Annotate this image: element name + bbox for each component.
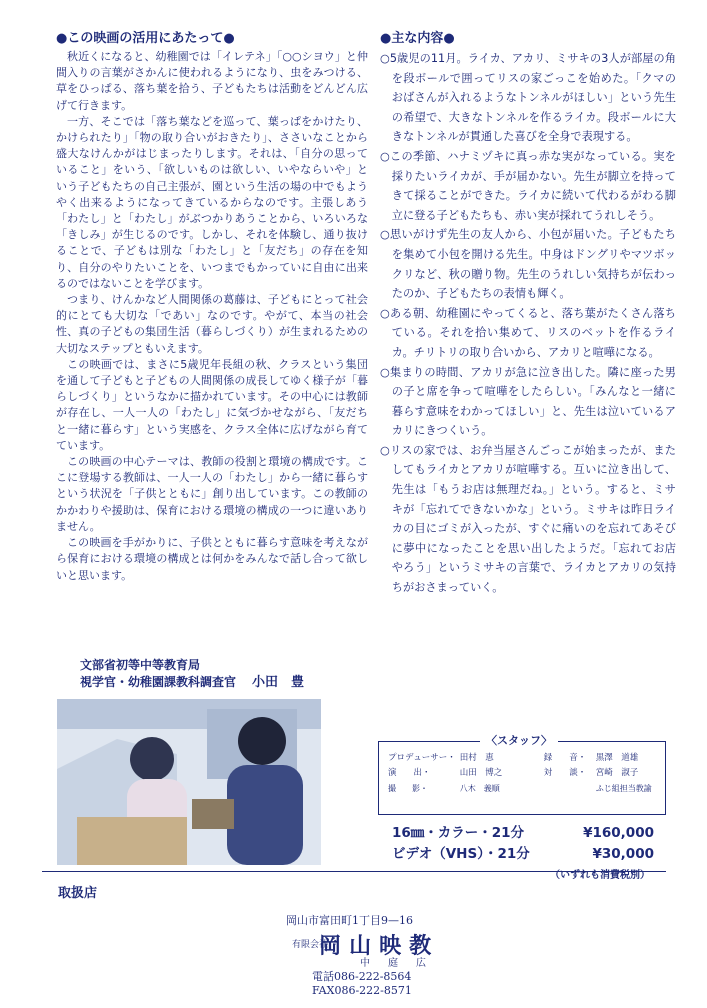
staff-role: 録 音・ [543, 753, 587, 763]
author-dept: 文部省初等中等教育局 [80, 658, 201, 672]
staff-person: 山田 博之 [459, 768, 503, 778]
dealer-label: 取扱店 [58, 886, 98, 901]
staff-person: 八木 義順 [459, 784, 500, 793]
staff-row [388, 751, 656, 766]
dealer-phone: 電話086-222-8564 [312, 970, 412, 983]
tax-note: （いずれも消費税別） [550, 870, 650, 881]
staff-role: プロデューサー・ [388, 753, 456, 763]
staff-role: 撮 影・ [388, 784, 428, 793]
contents-section [380, 30, 676, 598]
staff-role [544, 781, 596, 796]
staff-person: 田村 恵 [459, 753, 494, 763]
usage-paragraph: この映画では、まさに5歳児年長組の秋、クラスという集団を通して子どもと子どもの人間関係の成長してゆく様子が「暮らしづくり」というなかに描かれています。その中心には教師が存在し、一人一人の「わたし」に気づかせながら、「友だちと一緒に暮らす」という実感を、クラス全体に広げながら育てています。 [56, 357, 368, 452]
staff-person: 黒澤 道雄 [595, 753, 639, 763]
price-amount: ¥160,000 [583, 825, 654, 841]
dealer-branch: 中庭広 [360, 958, 444, 969]
usage-paragraph: この映画を手がかりに、子供とともに暮らす意味を考えながら保育における環境の構成とは何かをみんなで話し合って欲しいと思います。 [56, 536, 368, 582]
company-type: 有限会社 [292, 939, 329, 950]
staff-row [388, 781, 656, 796]
usage-paragraph: つまり、けんかなど人間関係の葛藤は、子どもにとって社会的にとても大切な「であい」なのです。やがて、本当の社会性、真の子どもの集団生活（暮らしづくり）が生まれるための大切なステップともいえます。 [56, 293, 368, 355]
staff-role: 対 談・ [543, 768, 587, 778]
contents-item: ○リスの家では、お弁当屋さんごっこが始まったが、またしてもライカとアカリが喧嘩する。互いに泣き出して、先生は「もうお店は無理だね。」という。すると、ミサキが「忘れてできないかな」という。ミサキは昨日ライカの目にゴミが入ったが、すぐに痛いのを忘れてあそびに夢中になったことを思い出したようだ。「忘れてお店やろう」というミサキの言葉で、ライカとアカリの気持ちがおさまっていく。 [380, 443, 676, 595]
author-title: 視学官・幼稚園課教科調査官 [80, 675, 237, 689]
photo-illustration [57, 699, 321, 865]
contents-heading: ●主な内容● [380, 31, 455, 46]
price-amount: ¥30,000 [592, 846, 654, 862]
staff-person: ふじ組担当教諭 [595, 784, 652, 793]
usage-section [56, 30, 368, 584]
staff-person: 宮崎 淑子 [595, 768, 639, 778]
dealer-fax: FAX086-222-8571 [312, 984, 412, 997]
usage-paragraph: 秋近くになると、幼稚園では「イレテネ」「○○シヨウ」と仲間入りの言葉がさかんに使われるようになり、虫をみつける、草をひっぱる、落ち葉を拾う、子どもたちは活動をどんどん広げて行きます。 [56, 50, 368, 112]
company-name: 岡山映教 [319, 933, 440, 959]
price-format: ビデオ（VHS）・21分 [392, 846, 530, 862]
dealer-address: 岡山市富田町1丁目9—16 [286, 914, 413, 927]
staff-box [378, 733, 666, 815]
author-name: 小田 豊 [252, 675, 305, 690]
usage-paragraph: 一方、そこでは「落ち葉などを巡って、葉っぱをかけたり、かけられたり」「物の取り合いがおきたり」、ささいなことから盛大なけんかがはじまったりします。それは、「自分の思っていること」をいう、「欲しいものは欲しい、いやならいや」という子どもたちの自己主張が、園という生活の場の中でもようやく出来るようになってきているからなのです。主張しあう「わたし」と「わたし」がぶつかりあうことから、いろいろな「きしみ」が生じるのです。しかし、それを体験し、通り抜けることで、子どもは別な「わたし」と「友だち」の存在を知り、自分のやりたいことを、いつまでもかっていに自由に出来るのではないことを学びます。 [56, 114, 368, 290]
staff-table [388, 751, 656, 796]
contents-item: ○ある朝、幼稚園にやってくると、落ち葉がたくさん落ちている。それを拾い集めて、リスのベットを作るライカ。チリトリの取り合いから、アカリと喧嘩になる。 [380, 306, 676, 359]
staff-role: 演 出・ [388, 768, 431, 778]
divider [42, 871, 666, 872]
staff-title: 〈スタッフ〉 [480, 733, 558, 748]
contents-item: ○集まりの時間、アカリが急に泣き出した。隣に座った男の子と席を争って喧嘩をしたらしい。「みんなと一緒に暮らす意味をわかってほしい」と、先生は泣いているアカリにきつくいう。 [380, 365, 676, 438]
contents-item: ○この季節、ハナミヅキに真っ赤な実がなっている。実を採りたいライカが、手が届かない。先生が脚立を持ってきて採ることができた。ライカに続いて代わるがわる脚立に登る子どもたちも、赤い実が採れてうれしそう。 [380, 149, 676, 222]
usage-heading: ●この映画の活用にあたって● [56, 31, 235, 46]
contents-item: ○思いがけず先生の友人から、小包が届いた。子どもたちを集めて小包を開ける先生。中身はドングリやマツボックリなど、秋の贈り物。先生のうれしい気持ちが伝わったのか、子どもたちの表情も輝く。 [380, 228, 676, 301]
author-title-line [80, 674, 370, 691]
price-format: 16㎜・カラー・21分 [392, 825, 525, 841]
staff-row [388, 766, 656, 781]
classroom-photo [57, 699, 321, 865]
author-credit [80, 657, 370, 691]
contents-item: ○5歳児の11月。ライカ、アカリ、ミサキの3人が部屋の角を段ボールで囲ってリスの家ごっこを始めた。「クマのおばさんが入れるようなトンネルがほしい」という先生の希望で、大きなトンネルを作るライカ。段ボールに大きなトンネルが貫通した喜びを全身で表現する。 [380, 52, 676, 144]
usage-paragraph: この映画の中心テーマは、教師の役割と環境の構成です。ここに登場する教師は、一人一人の「わたし」から一緒に暮らすという状況を「子供とともに」創り出しています。この教師のかかわりや援助は、保育における環境の構成の一つに違いありません。 [56, 455, 368, 533]
